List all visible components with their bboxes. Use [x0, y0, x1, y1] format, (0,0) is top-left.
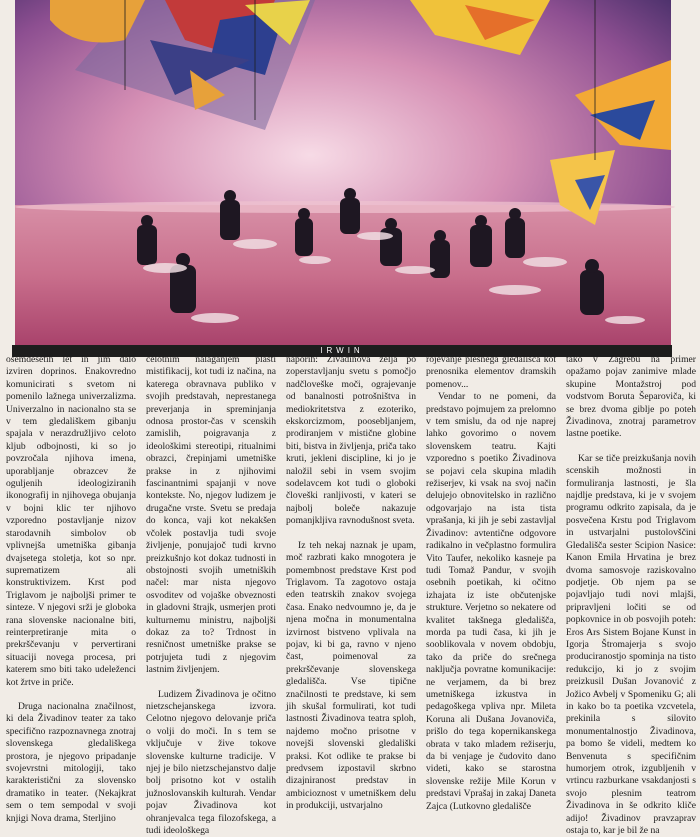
article-column-5: [566, 354, 696, 837]
paragraph: rojevanje plesnega gledališča kot prenosnika elementov dramskih pomenov...: [426, 354, 556, 390]
paragraph: Iz teh nekaj naznak je upam, moč razbrati kako mnogotera je pomembnost predstave Krst pod Triglavom. Ta zagotovo ostaja eden teatrskih znakov svojega časa. Enako nedvoumno je, da je njena močna in monumentalna izvirnost bistveno vplivala na pojav, ki bi ga, ravno v njeno čast, poimenoval za prekrščevanje slovenskega gledališča. Vse tipične značilnosti te predstave, ki sem jih skušal formulirati, kot tudi lastnosti Živadinova teatra sploh, najdemo močno prisotne v novejši slovenski gledališki praksi. Kot odlike te prakse bi predvsem izpostavil skrbno dizajniranost predstav in ambicioznost v umetniškem delu in produkciji, ustvarjalno: [286, 539, 416, 812]
paragraph: osemdesetih let in jim dalo izviren doprinos. Enakovredno komunicirati s svetom ni pomenilo lažnega univerzalizma. Univerzalno in nacionalno sta se v tem gledališkem gibanju spajala v nerazdružljivo celoto kljub odbojnosti, ki so jo povzročala njihova imena, uporabljanje obrazcev že oguljenih ideologiziranih ikonografij in njihovega obujanja v bojni klic ter njihovo vzporedno postavljanje nizov starodavnih simbolov ob vplivnejša umetniška gibanja dvajsetega stoletja, kot so npr. suprematizem ali konstruktivizem. Krst pod Triglavom je najboljši primer te sinteze. V njegovi srži je globoka rana slovenske nacionalne biti, reinterpretiranje mita o prekrščevanju v pervertirani situaciji novega procesa, pri katerem smo biti tako udeleženci kot žrtve in priče.: [6, 354, 136, 688]
article-column-4: [426, 354, 556, 813]
paragraph: Kar se tiče preizkušanja novih scenskih možnosti in formuliranja lastnosti, je šla najdlje predstava, ki je v svojem programu odkrito zapisala, da je posvečena Krstu pod Triglavom in ustvarjalni pustolovščini Gledališča sester Scipion Nasice: Kanon Emila Hrvatina je brez dvoma samosvoje raziskovalno podjetje. Ob njem pa se pojavljajo tudi novi mlajši, pripravljeni ločiti se od popkovnice in ob posvojih poteh: Eros Ars Sistem Bojane Kunst in Igorja Štromajerja s svojo produciranostjo spominja na tisto redukcijo, ki jo z svojim preizkusil Dušan Jovanović z Jožico Avbelj v Spomeniku G; ali in kako bo ta poetika vzcvetela, prekinila s silovito monumentalnostjo Živadinova, pa bomo še videli, medtem ko Benvenuta s specifičnim humorjem otrok, izgubljenih v vrtincu razburkane vsakdanjosti s svojo plesnim teatrom Živadinova in še odkrito kliče adijo! Živadinov pravzaprav ostaja to, kar je bil že na: [566, 452, 696, 837]
article-body: [6, 354, 696, 837]
article-column-2: [146, 354, 276, 837]
paragraph: naporih: Živadinova želja po zoperstavljanju svetu s pomočjo nadčloveške moči, ograjevanje od banalnosti potrošništva in mediokritetstva z ezoteriko, ekskorcizmom, poosebljanjem, prodiranjem v mistične globine biti, bistva in življenja, priča tako kruti, jekleni discipline, ki jo je naložil sebi in vsem svojim sodelavcem kot tudi o globoki človeški ranljivosti, v kateri se najbolj boleče nakazuje pomanjkljiva ravnodušnost sveta.: [286, 354, 416, 527]
photo-caption: IRWIN: [12, 345, 672, 357]
paragraph: Ludizem Živadinova je očitno nietzschejanskega izvora. Celotno njegovo delovanje priča o volji do moči. In s tem se vključuje v žive tokove slovenske kulturne tradicije. V njej je bilo nietzschejanstvo dalje bolj prisotno kot v ostalih južnoslovanskih kulturah. Vendar pojav Živadinova kot ohranjevalca tega filozofskega, a tudi ideološkega: [146, 688, 276, 837]
paragraph: Druga nacionalna značilnost, ki dela Živadinov teater za tako specifično razpoznavnega znotraj slovenskega gledališkega prostora, je njegovo pripadanje svojevrstni mitologiji, tako karakteristični za slovensko dramatiko in teater. (Nekajkrat sem o tem sempodal v svoji knjigi Nova drama, Sterljino: [6, 700, 136, 824]
paragraph: tako v Zagrebu na primer opažamo pojav zanimive mlade skupine Montažstroj pod vodstvom Boruta Šeparoviča, ki se brez dvoma giblje po poteh Živadinova, znotraj parametrov lastne poetike.: [566, 354, 696, 440]
article-column-3: [286, 354, 416, 813]
article-column-1: [6, 354, 136, 825]
stage-photo: [15, 0, 671, 345]
paragraph: celotnim nalaganjem plasti mistifikacij, kot tudi iz načina, na katerega obravnava publiko v svojih predstavah, neprestanega preverjanja in spreminjanja odnosa prostor-čas v scenskih zamislih, poigravanja z ideološkimi stereotipi, ritualnimi obrazci, črepinjami umetniške prakse in z njihovimi fascinantnimi spajanji v nove kontekste. No, njegov ludizem je drugačne vrste. Svetu se predaja do konca, vaji kot nekakšen včolek postavlja tudi svoje življenje, ponujajoč tudi krvno preizkušnjo kot dokaz tudnosti in obstojnosti svojih umetniških načel: mar nista njegovo osvoditev od vojaške obveznosti in gladovni štrajk, usmerjen proti kulturnemu ministru, najboljši dokaz za to? Trdnost in resničnost umetniške prakse se potrjujeta tudi z njegovim lastnim življenjem.: [146, 354, 276, 676]
paragraph: Vendar to ne pomeni, da predstavo pojmujem za prelomno v tem smislu, da od nje naprej lahko govorimo o novem slovenskem teatru. Kajti vzporedno s poetiko Živadinova se pojavi cela skupina mladih režiserjev, ki vsak na svoj način delujejo obnovitelsko in različno odgovarjajo na ista tista vprašanja, ki jih je sebi zastavljal Živadinov: avtentične odgovore radikalno in večplastno formulira Vito Taufer, nekoliko kasneje pa tudi Tomaž Pandur, v svojih osebnih poetikah, ki očitno izhajata iz iste občutenjske strukture. Verjetno so nekatere od kvalitet takšnega gledališča, morda pa tudi časa, ki jih je sooblikovala v novem obdobju, tako da priče do srečnega naključja povratne komunikacije: ne verjamem, da bi brez umetniškega izkustva in pedagoškega vpliva npr. Mileta Koruna ali Dušana Jovanoviča, prišlo do tega kopernikanskega obrata v tako mladem režiserju, da bi venjage je čudovito dano videti, kako se starostna slovenske režije Mile Korun v predstavi Vprašaj in zakaj Daneta Zajca (Lutkovno gledališče: [426, 391, 556, 812]
